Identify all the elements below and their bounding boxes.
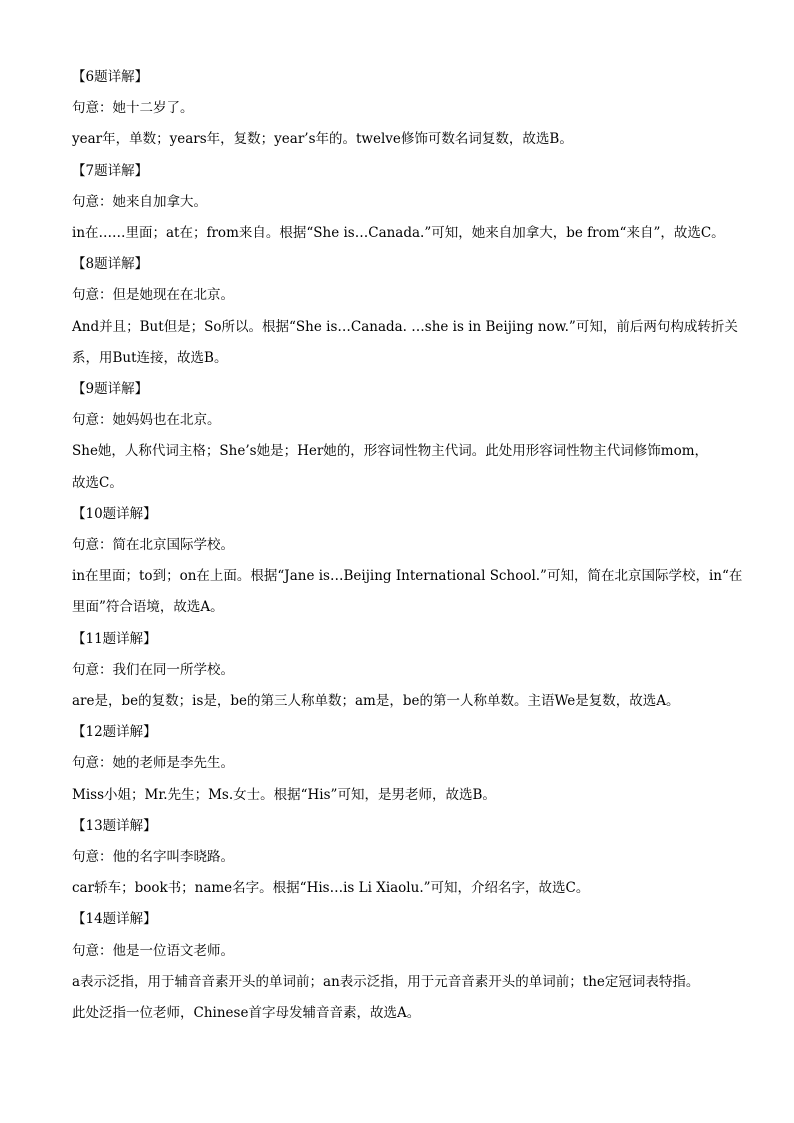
section-q7 [72,156,725,250]
section-heading: 【12题详解】 [72,724,157,741]
sentence-meaning: 句意：我们在同一所学校。 [72,661,234,678]
explanation-line: car轿车；book书；name名字。根据“His…is Li Xiaolu.”可知，介绍名字，故选C。 [72,880,590,897]
section-q11 [72,624,722,718]
section-heading: 【6题详解】 [72,69,149,85]
section-q13 [72,811,722,905]
explanation-line: And并且；But但是；So所以。根据“She is…Canada. …she is in Beijing now.”可知，前后两句构成转折关 [72,318,738,335]
explanation-line: are是，be的复数；is是，be的第三人称单数；am是，be的第一人称单数。主语We是复数，故选A。 [72,693,680,710]
explanation-line: 系，用But连接，故选B。 [72,349,228,366]
sentence-meaning: 句意：她十二岁了。 [72,100,194,117]
section-heading: 【7题详解】 [72,162,149,179]
sentence-meaning: 句意：她妈妈也在北京。 [72,412,221,429]
section-q14 [72,904,722,1029]
sentence-meaning: 句意：简在北京国际学校。 [72,537,234,554]
explanation-line: year年，单数；years年，复数；year’s年的。twelve修饰可数名词复数，故选B。 [72,131,573,148]
section-heading: 【13题详解】 [72,817,157,834]
sentence-meaning: 句意：但是她现在在北京。 [72,287,234,304]
section-heading: 【14题详解】 [72,911,157,928]
sentence-meaning: 句意：她的老师是李先生。 [72,755,234,772]
explanation-line: in在里面；to到；on在上面。根据“Jane is…Beijing International School.”可知，简在北京国际学校，in“在 [72,568,743,585]
explanation-line: Miss小姐；Mr.先生；Ms.女士。根据“His”可知，是男老师，故选B。 [72,786,496,803]
section-heading: 【9题详解】 [72,381,149,398]
section-heading: 【8题详解】 [72,256,149,273]
section-heading: 【10题详解】 [72,505,157,522]
sentence-meaning: 句意：他是一位语文老师。 [72,942,234,959]
sentence-meaning: 句意：她来自加拿大。 [72,193,207,210]
explanation-line: a表示泛指，用于辅音音素开头的单词前；an表示泛指，用于元音音素开头的单词前；the定冠词表特指。 [72,973,700,990]
section-q8 [72,249,738,374]
explanation-line: 此处泛指一位老师，Chinese首字母发辅音音素，故选A。 [72,1005,421,1022]
section-heading: 【11题详解】 [72,630,157,647]
explanation-line: She她，人称代词主格；She’s她是；Her她的，形容词性物主代词。此处用形容词性物主代词修饰mom， [72,443,709,460]
section-q10 [72,499,743,624]
section-q6 [72,62,722,156]
section-q9 [72,374,722,499]
sentence-meaning: 句意：他的名字叫李晓路。 [72,849,234,866]
explanation-line: in在……里面；at在；from来自。根据“She is…Canada.”可知，她来自加拿大，be from“来自”，故选C。 [72,225,725,242]
explanation-line: 里面”符合语境，故选A。 [72,599,224,616]
section-q12 [72,717,722,811]
explanation-line: 故选C。 [72,474,123,491]
answer-explanations [72,62,743,1029]
